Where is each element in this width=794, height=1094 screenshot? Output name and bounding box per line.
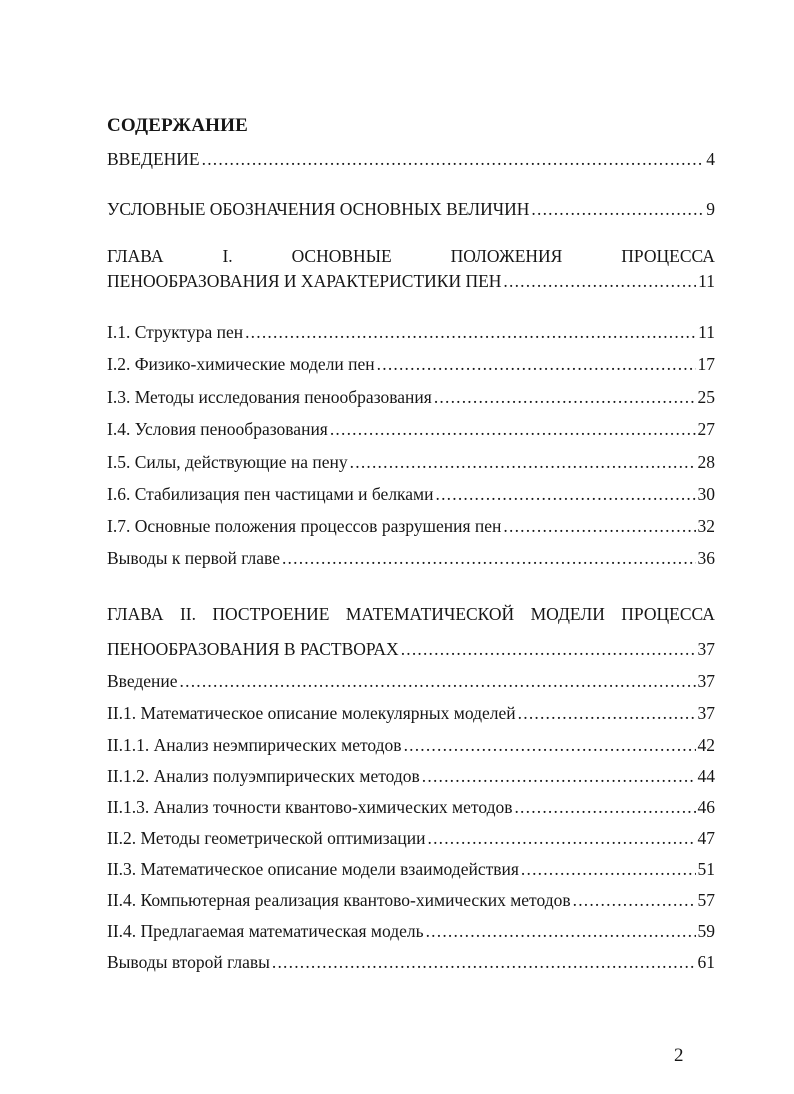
chapter1-heading-line1[interactable] bbox=[107, 245, 715, 267]
toc-entry-page: 42 bbox=[697, 735, 715, 755]
toc-entry-page: 37 bbox=[697, 703, 715, 723]
toc-entry[interactable] bbox=[107, 670, 715, 692]
toc-entry[interactable] bbox=[107, 858, 715, 880]
toc-entry-page: 37 bbox=[697, 671, 715, 691]
toc-entry-label: Выводы к первой главе bbox=[107, 548, 280, 568]
toc-entry-page: 28 bbox=[697, 452, 715, 472]
toc-entry-label: I.1. Структура пен bbox=[107, 322, 244, 342]
chapter1-heading-line2[interactable] bbox=[107, 270, 715, 292]
heading-word: I. bbox=[222, 246, 233, 266]
toc-entry-page: 17 bbox=[697, 354, 715, 374]
heading-word: II. bbox=[179, 604, 196, 624]
leader-dots bbox=[514, 796, 695, 818]
toc-entry-label: II.1. Математическое описание молекулярных моделей bbox=[107, 703, 516, 723]
toc-entry-page: 51 bbox=[697, 859, 715, 879]
leader-dots bbox=[245, 321, 696, 343]
heading-word: МОДЕЛИ bbox=[530, 604, 605, 624]
leader-dots bbox=[426, 920, 696, 942]
toc-entry-label: Введение bbox=[107, 671, 178, 691]
chapter2-heading-line1[interactable] bbox=[107, 603, 715, 625]
leader-dots bbox=[428, 827, 696, 849]
heading-word: ПРОЦЕССА bbox=[621, 246, 715, 266]
toc-entry-label: I.6. Стабилизация пен частицами и белками bbox=[107, 484, 434, 504]
leader-dots bbox=[422, 765, 696, 787]
leader-dots bbox=[434, 386, 696, 408]
toc-entry[interactable] bbox=[107, 734, 715, 756]
page-number: 2 bbox=[674, 1045, 684, 1066]
toc-entry[interactable] bbox=[107, 418, 715, 440]
toc-entry[interactable] bbox=[107, 702, 715, 724]
leader-dots bbox=[401, 638, 696, 660]
leader-dots bbox=[350, 451, 696, 473]
leader-dots bbox=[503, 515, 695, 537]
toc-entry-page: 36 bbox=[697, 548, 715, 568]
toc-entry-label: ПЕНООБРАЗОВАНИЯ В РАСТВОРАХ bbox=[107, 639, 399, 659]
toc-entry-notation[interactable] bbox=[107, 198, 715, 220]
toc-entry[interactable] bbox=[107, 951, 715, 973]
toc-entry-label: Выводы второй главы bbox=[107, 952, 270, 972]
leader-dots bbox=[272, 951, 696, 973]
toc-entry-label: II.4. Компьютерная реализация квантово-химических методов bbox=[107, 890, 571, 910]
toc-entry-page: 32 bbox=[697, 516, 715, 536]
toc-entry-page: 46 bbox=[697, 797, 715, 817]
leader-dots bbox=[521, 858, 696, 880]
toc-entry-page: 11 bbox=[698, 322, 715, 342]
toc-entry[interactable] bbox=[107, 765, 715, 787]
toc-entry-label: I.3. Методы исследования пенообразования bbox=[107, 387, 432, 407]
toc-entry[interactable] bbox=[107, 451, 715, 473]
heading-word: ПОСТРОЕНИЕ bbox=[212, 604, 330, 624]
toc-entry-page: 4 bbox=[706, 149, 715, 169]
toc-entry-label: УСЛОВНЫЕ ОБОЗНАЧЕНИЯ ОСНОВНЫХ ВЕЛИЧИН bbox=[107, 199, 530, 219]
leader-dots bbox=[436, 483, 696, 505]
toc-entry-label: II.1.2. Анализ полуэмпирических методов bbox=[107, 766, 420, 786]
toc-entry[interactable] bbox=[107, 796, 715, 818]
toc-entry[interactable] bbox=[107, 483, 715, 505]
leader-dots bbox=[202, 148, 705, 170]
toc-entry[interactable] bbox=[107, 827, 715, 849]
toc-entry-page: 57 bbox=[697, 890, 715, 910]
heading-word: ОСНОВНЫЕ bbox=[291, 246, 392, 266]
toc-entry-label: ВВЕДЕНИЕ bbox=[107, 149, 200, 169]
toc-entry-label: I.4. Условия пенообразования bbox=[107, 419, 328, 439]
toc-entry[interactable] bbox=[107, 386, 715, 408]
leader-dots bbox=[404, 734, 696, 756]
toc-entry-label: II.2. Методы геометрической оптимизации bbox=[107, 828, 426, 848]
toc-entry-page: 61 bbox=[697, 952, 715, 972]
toc-entry-page: 59 bbox=[697, 921, 715, 941]
heading-word: МАТЕМАТИЧЕСКОЙ bbox=[345, 604, 515, 624]
toc-title: СОДЕРЖАНИЕ bbox=[107, 115, 248, 136]
toc-entry[interactable] bbox=[107, 515, 715, 537]
leader-dots bbox=[531, 198, 704, 220]
toc-entry-label: ПЕНООБРАЗОВАНИЯ И ХАРАКТЕРИСТИКИ ПЕН bbox=[107, 271, 502, 291]
toc-entry[interactable] bbox=[107, 353, 715, 375]
toc-entry-label: II.4. Предлагаемая математическая модель bbox=[107, 921, 424, 941]
toc-entry[interactable] bbox=[107, 920, 715, 942]
heading-word: ГЛАВА bbox=[107, 604, 164, 624]
toc-entry-label: I.5. Силы, действующие на пену bbox=[107, 452, 348, 472]
toc-entry-page: 30 bbox=[697, 484, 715, 504]
toc-entry-page: 25 bbox=[697, 387, 715, 407]
chapter2-heading-line2[interactable] bbox=[107, 638, 715, 660]
leader-dots bbox=[573, 889, 696, 911]
toc-entry-label: I.7. Основные положения процессов разрушения пен bbox=[107, 516, 502, 536]
toc-entry[interactable] bbox=[107, 547, 715, 569]
toc-entry[interactable] bbox=[107, 321, 715, 343]
toc-entry-page: 11 bbox=[698, 271, 715, 291]
toc-entry-page: 9 bbox=[706, 199, 715, 219]
toc-entry-page: 37 bbox=[697, 639, 715, 659]
toc-entry-label: II.1.3. Анализ точности квантово-химических методов bbox=[107, 797, 513, 817]
leader-dots bbox=[377, 353, 696, 375]
leader-dots bbox=[503, 270, 696, 292]
toc-entry-label: I.2. Физико-химические модели пен bbox=[107, 354, 375, 374]
leader-dots bbox=[330, 418, 696, 440]
toc-entry-label: II.3. Математическое описание модели взаимодействия bbox=[107, 859, 519, 879]
toc-entry-label: II.1.1. Анализ неэмпирических методов bbox=[107, 735, 402, 755]
toc-entry-introduction[interactable] bbox=[107, 148, 715, 170]
heading-word: ПОЛОЖЕНИЯ bbox=[450, 246, 563, 266]
toc-entry-page: 27 bbox=[697, 419, 715, 439]
toc-entry-page: 44 bbox=[697, 766, 715, 786]
heading-word: ПРОЦЕССА bbox=[621, 604, 715, 624]
leader-dots bbox=[282, 547, 696, 569]
leader-dots bbox=[180, 670, 696, 692]
toc-entry-page: 47 bbox=[697, 828, 715, 848]
heading-word: ГЛАВА bbox=[107, 246, 164, 266]
toc-entry[interactable] bbox=[107, 889, 715, 911]
leader-dots bbox=[518, 702, 696, 724]
